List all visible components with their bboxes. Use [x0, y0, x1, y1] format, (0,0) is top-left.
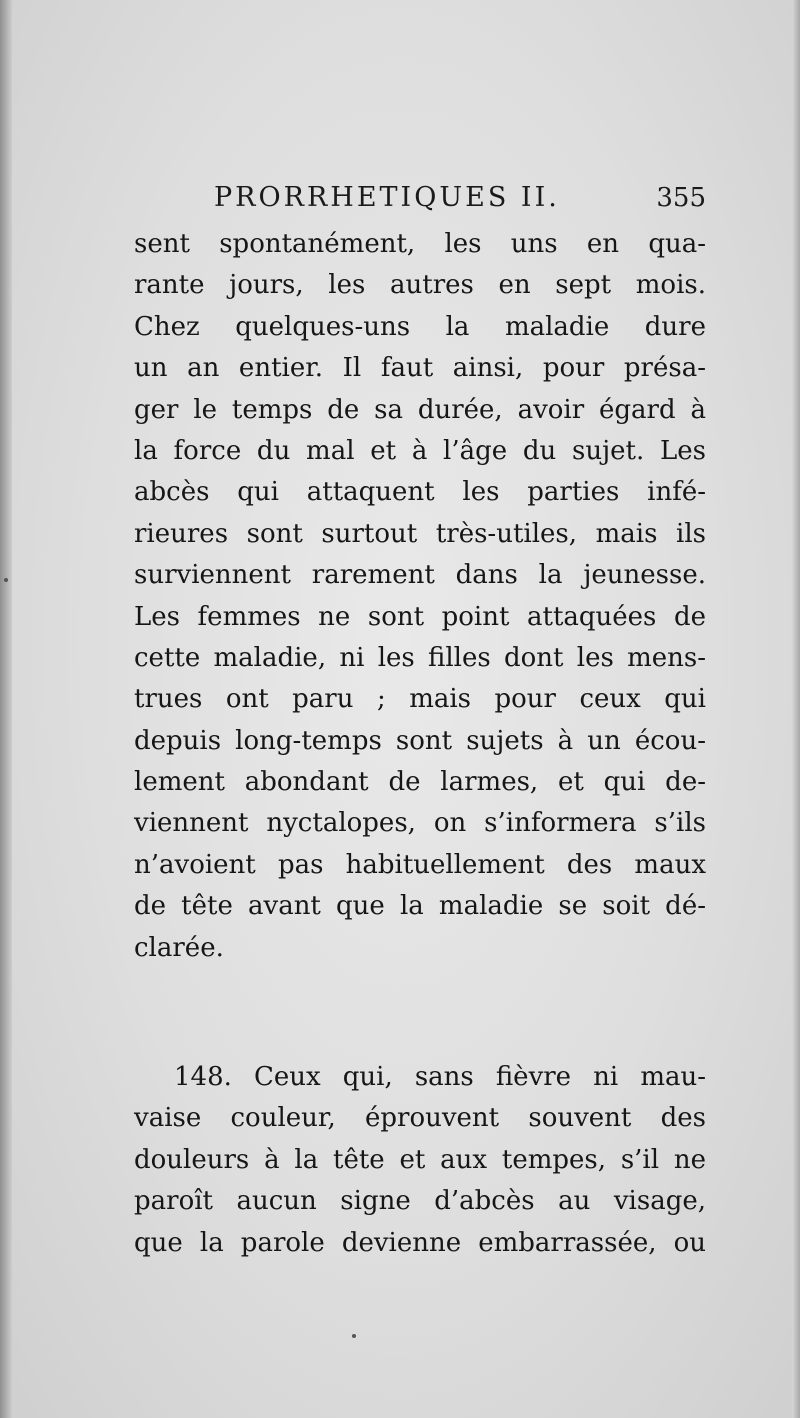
- page-number: 355: [656, 183, 706, 213]
- text-line: que la parole devienne embarrassée, ou: [134, 1227, 706, 1258]
- paragraph-148: [134, 1057, 706, 1264]
- text-line: cette maladie, ni les filles dont les mens-: [134, 642, 706, 673]
- text-line: paroît aucun signe d’abcès au visage,: [134, 1186, 706, 1217]
- page-right-edge-shadow: [792, 0, 800, 1418]
- text-line: trues ont paru ; mais pour ceux qui: [134, 684, 706, 715]
- text-line: Chez quelques-uns la maladie dure: [134, 311, 706, 342]
- text-line: lement abondant de larmes, et qui de-: [134, 767, 706, 798]
- text-line: 148. Ceux qui, sans fièvre ni mau-: [174, 1062, 706, 1093]
- paragraph-continued: [134, 224, 706, 969]
- text-line: surviennent rarement dans la jeunesse.: [134, 560, 706, 591]
- text-line: sent spontanément, les uns en qua-: [134, 229, 706, 259]
- ink-speck: [4, 578, 8, 582]
- text-line: n’avoient pas habituellement des maux: [134, 849, 706, 880]
- text-line: ger le temps de sa durée, avoir égard à: [134, 394, 706, 425]
- text-line: douleurs à la tête et aux tempes, s’il ne: [134, 1144, 706, 1175]
- text-line: vaise couleur, éprouvent souvent des: [134, 1103, 706, 1134]
- text-line: Les femmes ne sont point attaquées de: [134, 601, 706, 632]
- text-line: rante jours, les autres en sept mois.: [134, 270, 706, 301]
- text-line: un an entier. Il faut ainsi, pour présa-: [134, 353, 706, 384]
- text-line: la force du mal et à l’âge du sujet. Les: [134, 435, 706, 466]
- page-left-edge-shadow: [0, 0, 12, 1418]
- text-line: clarée.: [134, 932, 224, 963]
- text-line: de tête avant que la maladie se soit dé-: [134, 891, 706, 922]
- text-line: viennent nyctalopes, on s’informera s’ils: [134, 808, 706, 839]
- body-text: [134, 224, 706, 1264]
- text-line: abcès qui attaquent les parties infé-: [134, 477, 706, 508]
- running-title: PRORRHETIQUES II.: [214, 182, 560, 213]
- text-line: rieures sont surtout très-utiles, mais ils: [134, 518, 706, 549]
- running-head: [214, 176, 706, 220]
- ink-speck: [352, 1334, 356, 1338]
- text-line: depuis long-temps sont sujets à un écou-: [134, 725, 706, 756]
- paragraph-gap: [134, 969, 706, 1057]
